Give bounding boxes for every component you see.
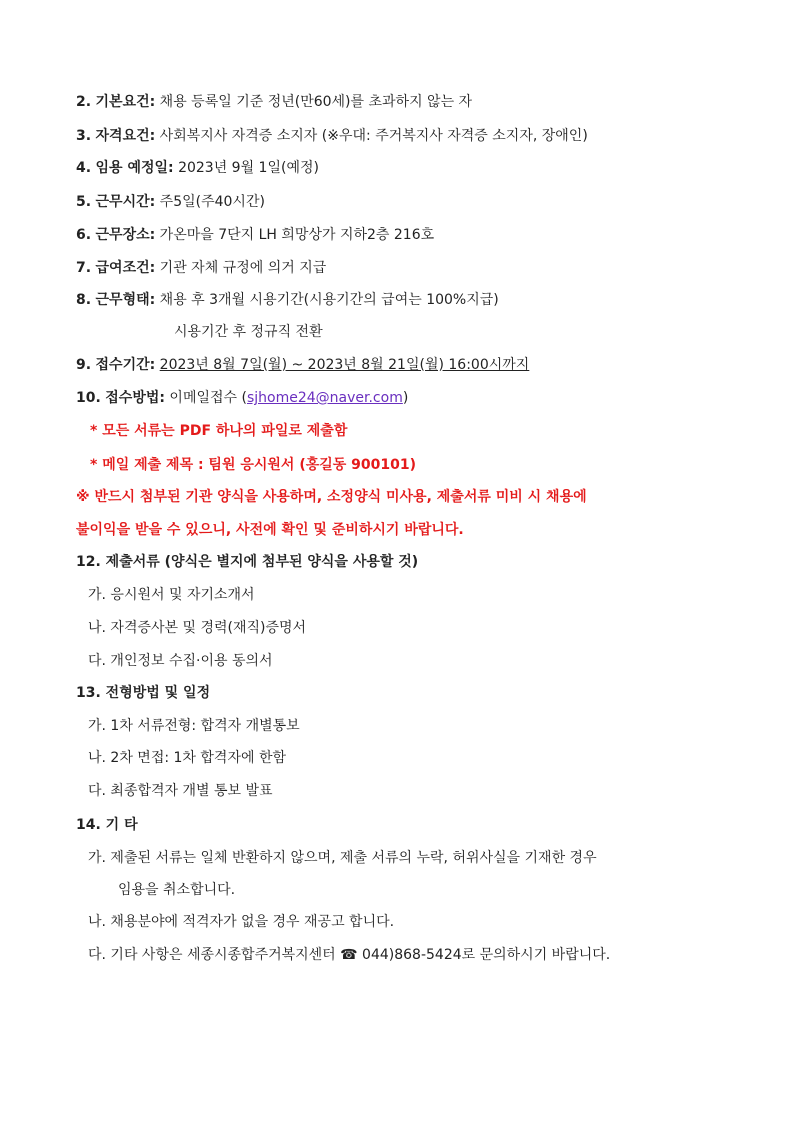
item-employment-type: 8. 근무형태: 채용 후 3개월 시용기간(시용기간의 급여는 100%지급) bbox=[76, 292, 499, 308]
note-mail-subject: * 메일 제출 제목 : 팀원 응시원서 (홍길동 900101) bbox=[90, 457, 417, 473]
note-pdf: * 모든 서류는 PDF 하나의 파일로 제출함 bbox=[90, 423, 348, 439]
item-work-location: 6. 근무장소: 가온마을 7단지 LH 희망상가 지하2층 216호 bbox=[76, 227, 435, 243]
section-12-item-b: 나. 자격증사본 및 경력(재직)증명서 bbox=[88, 620, 307, 636]
item-application-method: 10. 접수방법: 이메일접수 (sjhome24@naver.com) bbox=[76, 390, 409, 406]
section-13-item-c: 다. 최종합격자 개별 통보 발표 bbox=[88, 783, 273, 799]
item-start-date: 4. 임용 예정일: 2023년 9월 1일(예정) bbox=[76, 160, 319, 176]
item-basic-requirements: 2. 기본요건: 채용 등록일 기준 정년(만60세)를 초과하지 않는 자 bbox=[76, 94, 473, 110]
warning-line-2: 불이익을 받을 수 있으니, 사전에 확인 및 준비하시기 바랍니다. bbox=[76, 522, 464, 538]
section-13-title: 13. 전형방법 및 일정 bbox=[76, 685, 211, 701]
email-link[interactable]: sjhome24@naver.com bbox=[246, 390, 403, 406]
section-14-item-c: 다. 기타 사항은 세종시종합주거복지센터 ☎ 044)868-5424로 문의하시기 바랍니다. bbox=[88, 947, 611, 963]
item-application-period: 9. 접수기간: 2023년 8월 7일(월) ~ 2023년 8월 21일(월) 16:00시까지 bbox=[76, 357, 530, 373]
item-employment-type-cont: 시용기간 후 정규직 전환 bbox=[174, 324, 323, 340]
item-salary: 7. 급여조건: 기관 자체 규정에 의거 지급 bbox=[76, 260, 327, 276]
item-working-hours: 5. 근무시간: 주5일(주40시간) bbox=[76, 194, 265, 210]
section-14-title: 14. 기 타 bbox=[76, 817, 138, 833]
section-14-item-b: 나. 채용분야에 적격자가 없을 경우 재공고 합니다. bbox=[88, 914, 395, 930]
warning-line-1: ※ 반드시 첨부된 기관 양식을 사용하며, 소정양식 미사용, 제출서류 미비 시 채용에 bbox=[76, 489, 587, 505]
section-13-item-a: 가. 1차 서류전형: 합격자 개별통보 bbox=[88, 718, 300, 734]
section-12-item-c: 다. 개인정보 수집·이용 동의서 bbox=[88, 653, 273, 669]
section-13-item-b: 나. 2차 면접: 1차 합격자에 한함 bbox=[88, 750, 286, 766]
item-qualification: 3. 자격요건: 사회복지사 자격증 소지자 (※우대: 주거복지사 자격증 소지자, 장애인) bbox=[76, 128, 588, 144]
section-12-title: 12. 제출서류 (양식은 별지에 첨부된 양식을 사용할 것) bbox=[76, 554, 419, 570]
section-14-item-a-cont: 임용을 취소합니다. bbox=[118, 882, 236, 898]
section-14-item-a: 가. 제출된 서류는 일체 반환하지 않으며, 제출 서류의 누락, 허위사실을 기재한 경우 bbox=[88, 850, 597, 866]
section-12-item-a: 가. 응시원서 및 자기소개서 bbox=[88, 587, 255, 603]
